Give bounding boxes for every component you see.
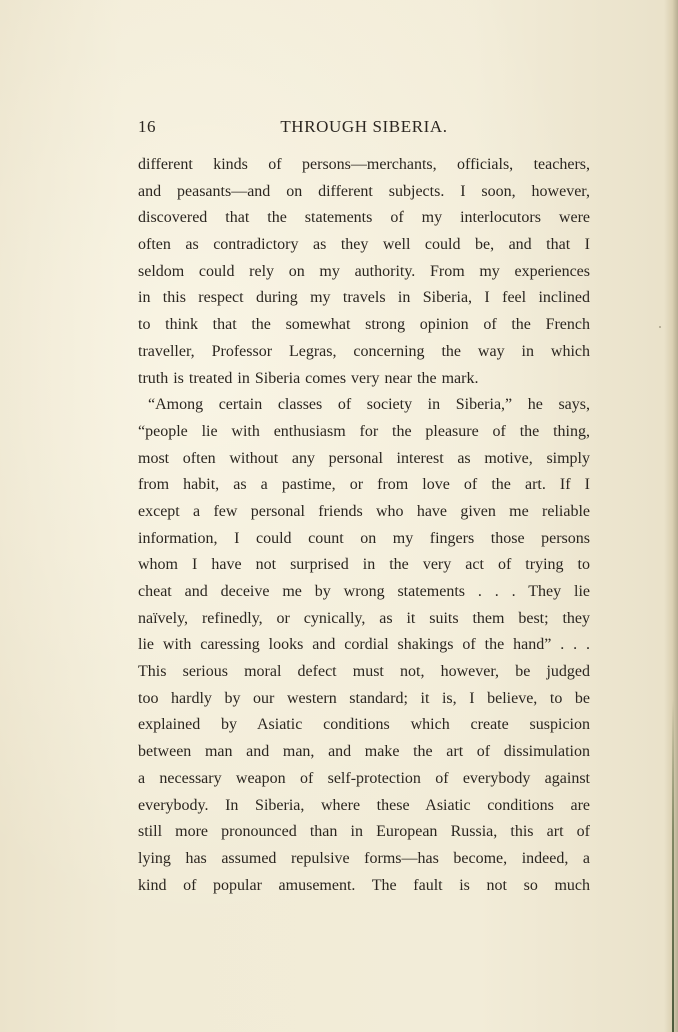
text-line: often as contradictory as they well could be, and that I — [138, 236, 590, 254]
text-line: “people lie with enthusiasm for the pleasure of the thing, — [138, 422, 590, 440]
text-line: kind of popular amusement. The fault is not so much — [138, 876, 590, 894]
text-line: between man and man, and make the art of dissimulation — [138, 743, 590, 761]
page-edge-line — [672, 700, 674, 1032]
text-line: explained by Asiatic conditions which create suspicion — [138, 716, 590, 734]
text-line: This serious moral defect must not, however, be judged — [138, 663, 590, 681]
text-line: information, I could count on my fingers those persons — [138, 529, 590, 547]
text-line: “Among certain classes of society in Siberia,” he says, — [148, 396, 590, 414]
text-line: still more pronounced than in European Russia, this art of — [138, 823, 590, 841]
text-line: everybody. In Siberia, where these Asiatic conditions are — [138, 796, 590, 814]
text-line: lying has assumed repulsive forms—has become, indeed, a — [138, 849, 590, 867]
text-line: different kinds of persons—merchants, officials, teachers, — [138, 156, 590, 173]
body-text — [138, 152, 590, 899]
running-title: THROUGH SIBERIA. — [280, 117, 448, 136]
text-line: whom I have not surprised in the very act of trying to — [138, 556, 590, 574]
text-line: too hardly by our western standard; it is, I believe, to be — [138, 689, 590, 707]
text-line: a necessary weapon of self-protection of everybody against — [138, 769, 590, 787]
text-line: in this respect during my travels in Siberia, I feel inclined — [138, 289, 590, 307]
paper-speck — [402, 210, 404, 212]
text-line: traveller, Professor Legras, concerning the way in which — [138, 342, 590, 360]
text-line: and peasants—and on different subjects. I soon, however, — [138, 182, 590, 200]
text-line: seldom could rely on my authority. From my experiences — [138, 262, 590, 280]
text-line: truth is treated in Siberia comes very near the mark. — [138, 369, 479, 387]
running-head — [138, 113, 590, 143]
text-line: lie with caressing looks and cordial shakings of the hand” . . . — [138, 636, 590, 654]
text-line: from habit, as a pastime, or from love of the art. If I — [138, 476, 590, 494]
text-line: most often without any personal interest as motive, simply — [138, 449, 590, 467]
text-line: except a few personal friends who have given me reliable — [138, 502, 590, 520]
text-line: cheat and deceive me by wrong statements . . . They lie — [138, 583, 590, 600]
page-number: 16 — [138, 117, 156, 136]
text-line: discovered that the statements of my interlocutors were — [138, 209, 590, 227]
paper-speck — [659, 326, 661, 328]
text-line: naïvely, refinedly, or cynically, as it suits them best; they — [138, 609, 590, 627]
page-edge-shadow — [664, 0, 678, 1032]
text-line: to think that the somewhat strong opinion of the French — [138, 316, 590, 334]
